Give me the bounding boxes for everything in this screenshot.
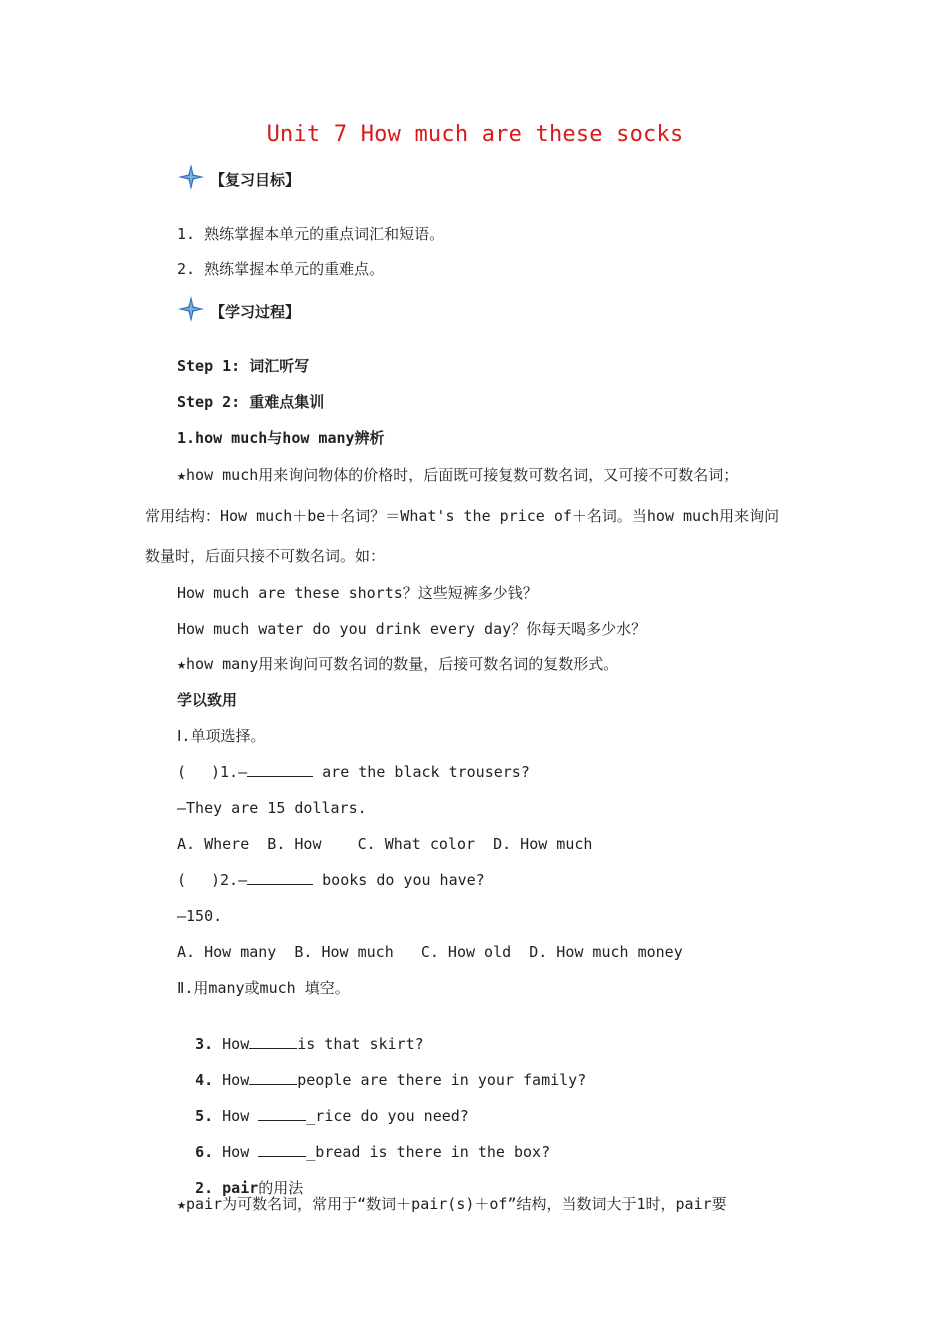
point-2-number: 2. bbox=[195, 1179, 223, 1197]
question-2 bbox=[177, 870, 485, 890]
goal-1: 1. 熟练掌握本单元的重点词汇和短语。 bbox=[177, 225, 445, 243]
fill-question-5 bbox=[177, 1086, 469, 1126]
fill-question-4 bbox=[177, 1050, 586, 1090]
goals-heading-label: 【复习目标】 bbox=[210, 171, 301, 189]
point-1-paragraph-line-1: ★how much用来询问物体的价格时，后面既可接复数可数名词，又可接不可数名词； bbox=[177, 466, 739, 484]
part-2-heading: Ⅱ.用many或much 填空。 bbox=[177, 979, 350, 997]
four-point-star-icon bbox=[178, 164, 204, 190]
answer-blank[interactable] bbox=[247, 870, 313, 885]
answer-blank[interactable] bbox=[247, 762, 313, 777]
fill-question-6-prefix: How bbox=[213, 1143, 259, 1161]
fill-question-6 bbox=[177, 1122, 550, 1162]
point-1-how-many-note: ★how many用来询问可数名词的数量，后接可数名词的复数形式。 bbox=[177, 655, 619, 673]
question-1-answer: —They are 15 dollars. bbox=[177, 799, 367, 817]
point-1-paragraph-line-2: 常用结构：How much＋be＋名词？＝What's the price of＋名词。当how much用来询问 bbox=[145, 507, 780, 525]
fill-question-3-prefix: How bbox=[213, 1035, 250, 1053]
question-2-number: )2.— bbox=[211, 871, 248, 889]
fill-blank[interactable] bbox=[249, 1034, 297, 1049]
fill-question-3-number: 3. bbox=[195, 1035, 214, 1053]
part-1-heading: Ⅰ.单项选择。 bbox=[177, 727, 266, 745]
step-2: Step 2: 重难点集训 bbox=[177, 393, 325, 411]
page-title: Unit 7 How much are these socks bbox=[266, 122, 684, 147]
fill-question-5-number: 5. bbox=[195, 1107, 214, 1125]
step-1: Step 1: 词汇听写 bbox=[177, 357, 310, 375]
fill-question-4-prefix: How bbox=[213, 1071, 250, 1089]
point-2-paragraph: ★pair为可数名词，常用于“数词＋pair(s)＋of”结构，当数词大于1时，pair要 bbox=[177, 1195, 727, 1213]
fill-question-5-text: _rice do you need? bbox=[306, 1107, 469, 1125]
point-1-heading: 1.how much与how many辨析 bbox=[177, 429, 385, 447]
fill-question-6-text: _bread is there in the box? bbox=[306, 1143, 551, 1161]
point-2-word: pair bbox=[222, 1179, 259, 1197]
fill-question-5-prefix: How bbox=[213, 1107, 259, 1125]
fill-question-4-text: people are there in your family? bbox=[297, 1071, 587, 1089]
process-heading bbox=[178, 295, 300, 322]
example-1: How much are these shorts？这些短裤多少钱？ bbox=[177, 584, 538, 602]
fill-blank[interactable] bbox=[258, 1106, 306, 1121]
fill-question-4-number: 4. bbox=[195, 1071, 214, 1089]
practice-heading: 学以致用 bbox=[177, 691, 238, 709]
goals-heading bbox=[178, 163, 300, 190]
fill-question-6-number: 6. bbox=[195, 1143, 214, 1161]
point-2-rest: 的用法 bbox=[258, 1179, 304, 1197]
answer-paren-open: ( bbox=[177, 763, 187, 781]
fill-question-3-text: is that skirt? bbox=[297, 1035, 424, 1053]
question-1 bbox=[177, 762, 530, 782]
question-2-answer: —150. bbox=[177, 907, 223, 925]
fill-blank[interactable] bbox=[249, 1070, 297, 1085]
question-1-text: are the black trousers? bbox=[313, 763, 530, 781]
question-1-options: A. Where B. How C. What color D. How much bbox=[177, 835, 593, 853]
point-2-heading bbox=[177, 1158, 303, 1198]
question-2-text: books do you have? bbox=[313, 871, 485, 889]
answer-paren-open: ( bbox=[177, 871, 187, 889]
four-point-star-icon bbox=[178, 296, 204, 322]
process-heading-label: 【学习过程】 bbox=[210, 303, 301, 321]
question-1-number: )1.— bbox=[211, 763, 248, 781]
fill-blank[interactable] bbox=[258, 1142, 306, 1157]
fill-question-3 bbox=[177, 1014, 424, 1054]
point-1-paragraph-line-3: 数量时，后面只接不可数名词。如： bbox=[145, 547, 386, 565]
question-2-options: A. How many B. How much C. How old D. How much money bbox=[177, 943, 683, 961]
example-2: How much water do you drink every day？你每天喝多少水？ bbox=[177, 620, 647, 638]
goal-2: 2. 熟练掌握本单元的重难点。 bbox=[177, 260, 385, 278]
